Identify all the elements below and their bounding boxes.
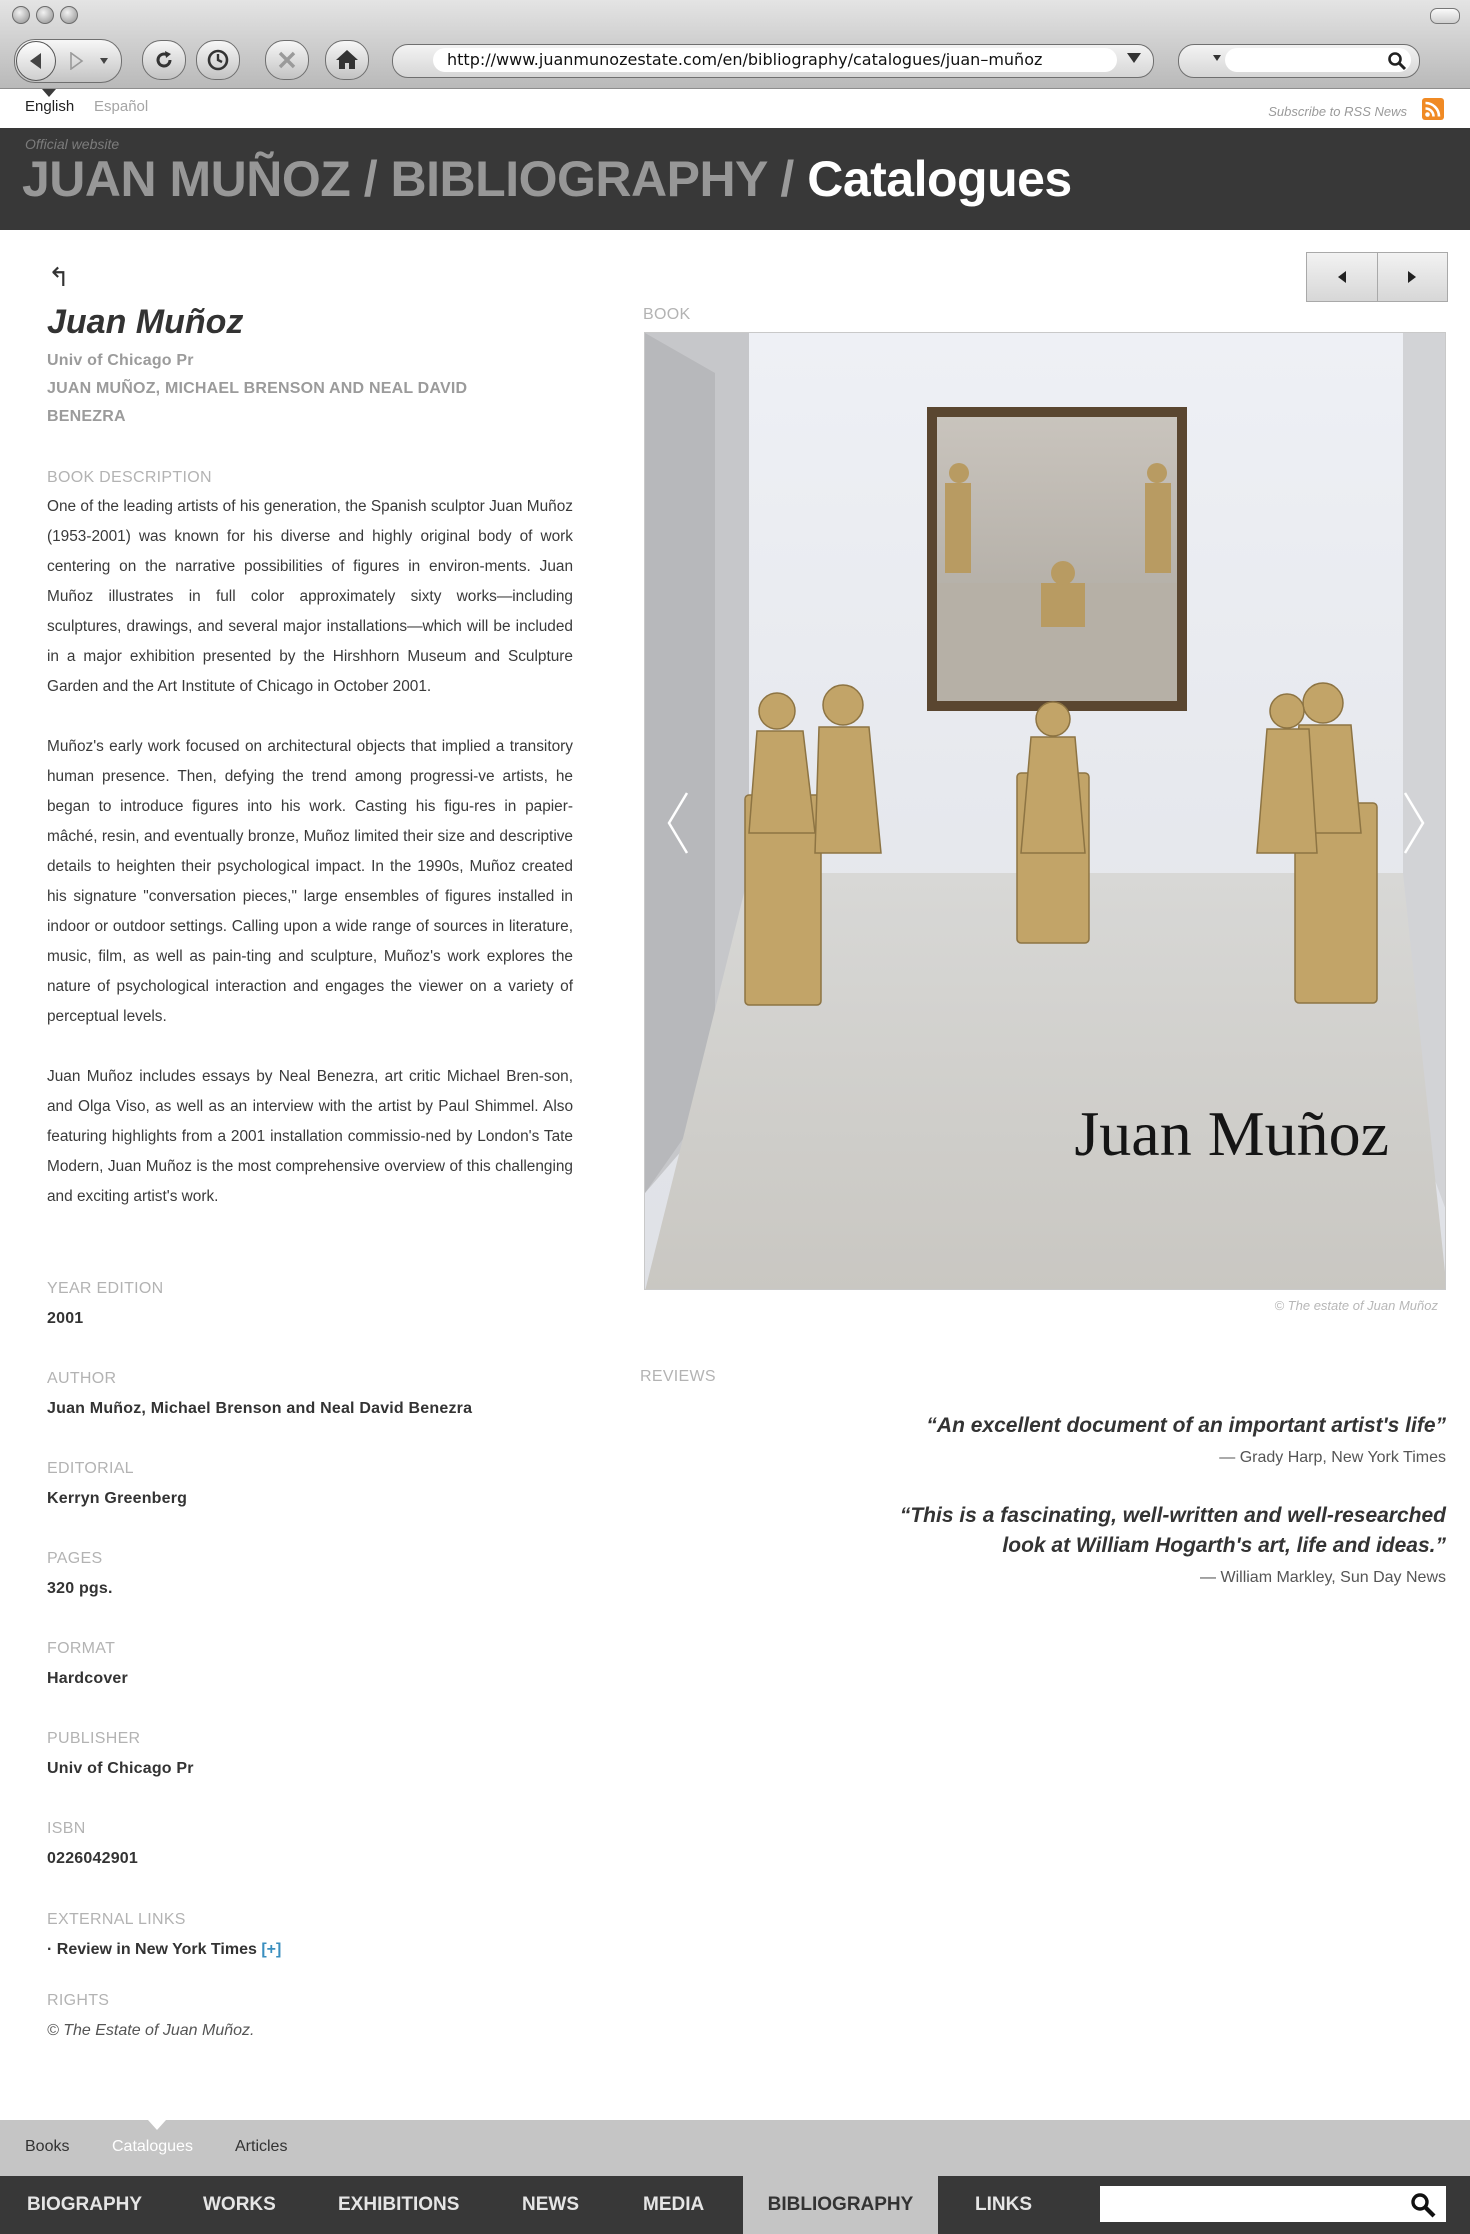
language-bar [0,89,1470,127]
book-description [47,492,573,1242]
isbn-value: 0226042901 [47,1850,138,1867]
window-controls [12,6,78,24]
history-dropdown[interactable] [96,42,112,80]
book-media-label: BOOK [643,306,691,323]
editorial-value: Kerryn Greenberg [47,1490,188,1507]
external-link-item [47,1941,281,1959]
author-value: Juan Muñoz, Michael Brenson and Neal David Benezra [47,1400,473,1417]
back-to-list-icon[interactable]: ↰ [48,262,70,292]
forward-icon [68,52,84,70]
home-button[interactable] [325,40,369,80]
format-label: FORMAT [47,1640,116,1657]
nav-biography[interactable]: BIOGRAPHY [27,2194,143,2215]
cover-title-text: Juan Muñoz [1074,1098,1389,1169]
language-spanish-link[interactable]: Español [94,98,149,115]
review-byline: — William Markley, Sun Day News [1200,1569,1446,1586]
page-title: Juan Muñoz [47,303,244,341]
forward-button[interactable] [56,42,96,80]
breadcrumb-separator: / [780,151,794,207]
item-pager [1306,252,1448,302]
browser-search-input[interactable] [1225,48,1411,72]
bibliography-subnav [0,2120,1470,2176]
publisher-label: PUBLISHER [47,1730,141,1747]
stop-icon [277,50,297,70]
language-english-link[interactable]: English [25,98,75,115]
description-label: BOOK DESCRIPTION [47,469,212,486]
browser-toolbar [0,0,1470,89]
rights-label: RIGHTS [47,1992,110,2009]
book-cover-image [644,332,1446,1290]
history-nav-group [14,39,122,83]
link-bullet: · [47,1941,53,1958]
rss-subscribe-link[interactable]: Subscribe to RSS News [1268,104,1407,119]
reviews-label: REVIEWS [640,1368,716,1385]
review-nyt-link[interactable]: Review in New York Times [56,1941,257,1958]
year-value: 2001 [47,1310,84,1327]
nav-bibliography[interactable]: BIBLIOGRAPHY [743,2176,938,2234]
search-icon[interactable] [1410,2192,1436,2218]
nav-exhibitions[interactable]: EXHIBITIONS [338,2194,460,2215]
review-byline: — Grady Harp, New York Times [1219,1449,1446,1466]
breadcrumb-bibliography-link[interactable]: BIBLIOGRAPHY [390,151,767,207]
expand-link-button[interactable]: [+] [261,1941,282,1958]
year-label: YEAR EDITION [47,1280,164,1297]
subnav-catalogues[interactable]: Catalogues [112,2138,193,2155]
official-website-tag: Official website [25,136,120,152]
chevron-down-icon [100,58,108,64]
back-button[interactable] [16,41,56,81]
history-icon [206,48,230,72]
site-header [0,128,1470,230]
isbn-label: ISBN [47,1820,86,1837]
nav-news[interactable]: NEWS [522,2194,579,2215]
review-quote-line: “This is a fascinating, well-written and well-researched [899,1504,1446,1527]
back-icon [28,52,44,70]
history-button[interactable] [196,40,240,80]
next-item-button[interactable] [1377,253,1448,301]
format-value: Hardcover [47,1670,128,1687]
review-quote [900,1501,1446,1561]
breadcrumb-current: Catalogues [807,151,1072,207]
triangle-right-icon [1407,271,1417,283]
book-authors-subtitle: JUAN MUÑOZ, MICHAEL BRENSON AND NEAL DAVID [47,380,468,397]
stop-button[interactable] [265,40,309,80]
subnav-books[interactable]: Books [25,2138,70,2155]
previous-item-button[interactable] [1307,253,1377,301]
breadcrumb [22,150,1072,208]
review-quote-line: look at William Hogarth's art, life and ideas.” [1002,1534,1446,1557]
site-search-input[interactable] [1100,2186,1446,2222]
triangle-left-icon [1337,271,1347,283]
url-dropdown-icon[interactable] [1127,52,1141,64]
breadcrumb-separator: / [363,151,378,207]
browser-search [1178,44,1420,78]
address-bar [392,44,1154,78]
rights-value: © The Estate of Juan Muñoz. [47,2022,255,2039]
book-publisher-subtitle: Univ of Chicago Pr [47,352,194,369]
rss-icon[interactable] [1422,98,1444,120]
author-label: AUTHOR [47,1370,117,1387]
subnav-articles[interactable]: Articles [235,2138,288,2155]
breadcrumb-home-link[interactable]: JUAN MUÑOZ [22,151,351,207]
search-icon[interactable] [1387,51,1407,71]
minimize-window-icon[interactable] [36,6,54,24]
close-window-icon[interactable] [12,6,30,24]
active-subnav-indicator [148,2120,166,2130]
nav-works[interactable]: WORKS [203,2194,276,2215]
nav-media[interactable]: MEDIA [643,2194,705,2215]
search-engine-dropdown-icon[interactable] [1213,55,1221,61]
description-paragraph: Juan Muñoz includes essays by Neal Benezra, art critic Michael Bren-son, and Olga Viso, as well as an interview with the artist by Paul Shimmel. Also featuring highlights from a 2001 installation commissio-ned by London's Tate Modern, Juan Muñoz is the most comprehensive overview of this challenging and exciting artist's work. [47,1068,573,1205]
publisher-value: Univ of Chicago Pr [47,1760,194,1777]
description-paragraph: Muñoz's early work focused on architectural objects that implied a transitory human presence. Then, defying the trend among progressi-ve artists, he began to introduce figures into his work. Casting his figu-res in papier-mâché, resin, and eventually bronze, Muñoz limited their size and descriptive details to heighten their psychological impact. In the 1990s, Muñoz created his signature "conversation pieces," large ensembles of figures installed in indoor or outdoor settings. Calling upon a wide range of sources in literature, music, film, as well as pain-ting and sculpture, Muñoz's work explores the nature of psychological interaction and engages the viewer on a variety of perceptual levels. [47,738,573,1025]
reload-icon [153,49,175,71]
url-input[interactable]: http://www.juanmunozestate.com/en/bibliography/catalogues/juan–muñoz [433,48,1117,72]
book-authors-subtitle-cont: BENEZRA [47,408,126,425]
nav-links[interactable]: LINKS [975,2194,1032,2215]
pages-value: 320 pgs. [47,1580,113,1597]
pages-label: PAGES [47,1550,103,1567]
external-links-label: EXTERNAL LINKS [47,1911,186,1928]
home-icon [335,49,359,71]
image-caption: © The estate of Juan Muñoz [1274,1298,1438,1313]
toolbar-toggle-button[interactable] [1430,8,1460,24]
review-quote: “An excellent document of an important artist's life” [926,1414,1446,1437]
zoom-window-icon[interactable] [60,6,78,24]
description-paragraph: One of the leading artists of his generation, the Spanish sculptor Juan Muñoz (1953-2001) was known for his diverse and highly original body of work centering on the narrative possibilities of figures in environ-ments. Juan Muñoz illustrates in full color approximately sixty works—including sculptures, drawings, and several major installations—which will be included in a major exhibition presented by the Hirshhorn Museum and Sculpture Garden and the Art Institute of Chicago in October 2001. [47,498,573,695]
active-language-indicator [42,89,56,97]
reload-button[interactable] [142,40,186,80]
editorial-label: EDITORIAL [47,1460,134,1477]
